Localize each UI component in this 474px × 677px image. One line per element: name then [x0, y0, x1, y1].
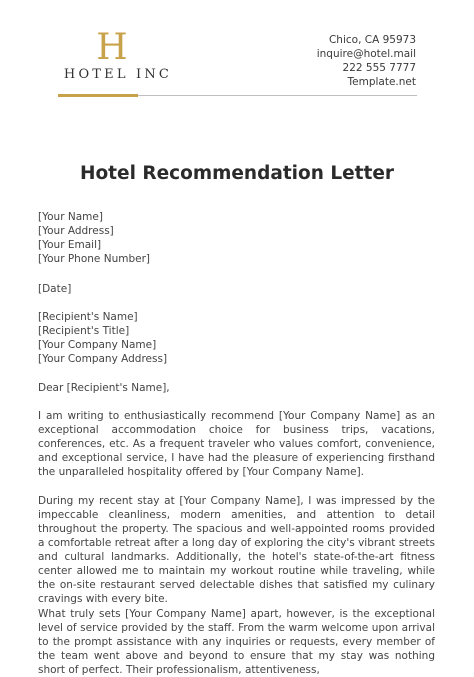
letter-title: Hotel Recommendation Letter [79, 163, 395, 184]
body-paragraph-1: I am writing to enthusiastically recommend [Your Company Name] as an exceptional accommodation choice for business trips, vacations, conferences, etc. As a frequent traveler who values comfort, convenience, and exceptional service, I have had the pleasure of experiencing firsthand the unparalleled hospitality offered by [Your Company Name]. [38, 410, 435, 478]
contact-city: Chico, CA 95973 [328, 34, 416, 46]
contact-website: Template.net [347, 76, 416, 88]
sender-email: [Your Email] [38, 239, 102, 251]
sender-address: [Your Address] [38, 225, 114, 237]
header-divider-accent [58, 94, 138, 97]
hotel-logo-mark [88, 28, 136, 68]
sender-block [38, 210, 435, 266]
recipient-company: [Your Company Name] [38, 339, 157, 351]
recipient-block [38, 310, 435, 366]
recipient-name: [Recipient's Name] [38, 311, 138, 323]
date-line: [Date] [38, 283, 72, 295]
sender-phone: [Your Phone Number] [38, 253, 150, 265]
recipient-address: [Your Company Address] [38, 353, 168, 365]
brand-name: HOTEL INC [63, 67, 173, 82]
recipient-title: [Recipient's Title] [38, 325, 130, 337]
letterhead [0, 0, 474, 100]
contact-email: inquire@hotel.mail [316, 48, 416, 60]
sender-name: [Your Name] [38, 211, 103, 223]
salutation: Dear [Recipient's Name], [38, 382, 170, 394]
body-paragraph-3: What truly sets [Your Company Name] apart, however, is the exceptional level of service provided by the staff. From the warm welcome upon arrival to the prompt assistance with any inquiries or requests, every member of the team went above and beyond to ensure that my stay was nothing short of perfect. Their professionalism, attentiveness, [38, 608, 435, 676]
logo-letter: H [96, 28, 128, 68]
body-paragraph-2: During my recent stay at [Your Company Name], I was impressed by the impeccable cleanliness, modern amenities, and attention to detail throughout the property. The spacious and well-appointed rooms provided a comfortable retreat after a long day of exploring the city's vibrant streets and cultural landmarks. Additionally, the hotel's state-of-the-art fitness center allowed me to maintain my workout routine while traveling, while the on-site restaurant served delectable dishes that satisfied my culinary cravings with every bite. [38, 495, 435, 605]
contact-block [317, 33, 416, 89]
contact-phone: 222 555 7777 [342, 62, 416, 74]
